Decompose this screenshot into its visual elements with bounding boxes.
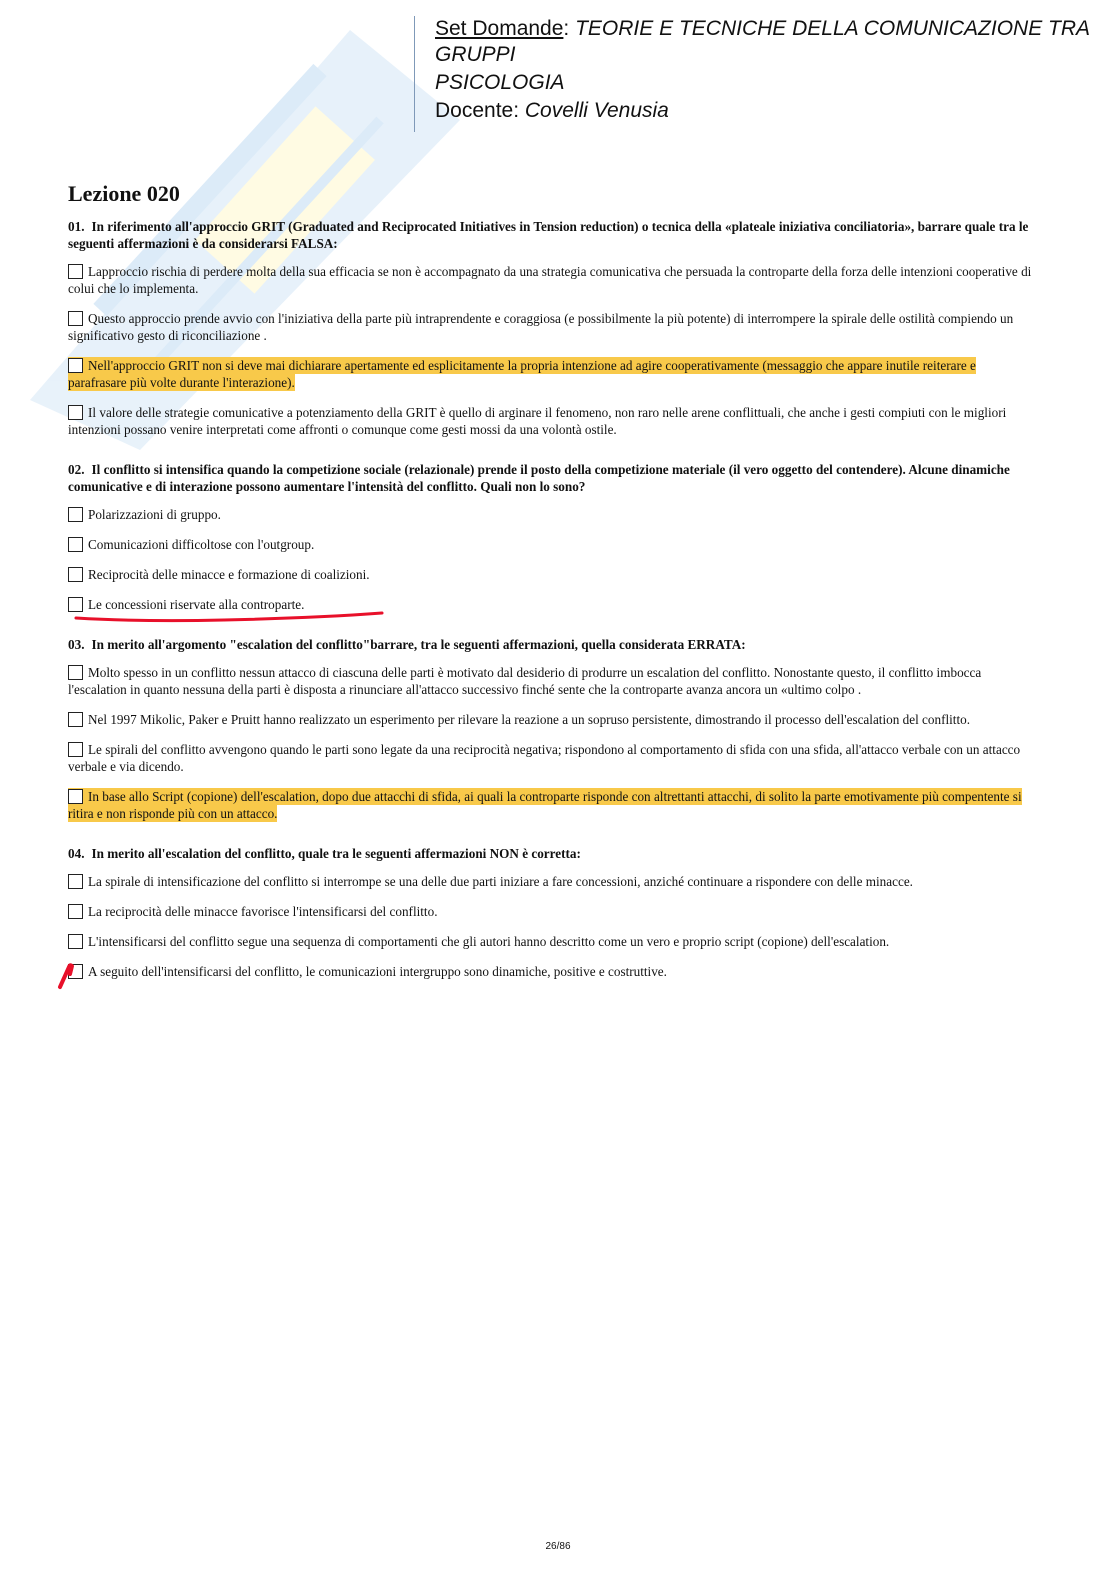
lesson-title: Lezione 020 (68, 181, 180, 206)
answer-checkbox[interactable] (68, 964, 83, 979)
answer-option (68, 788, 1036, 822)
answer-checkbox[interactable] (68, 742, 83, 757)
course-title: TEORIE E TECNICHE DELLA COMUNICAZIONE TRA GRUPPI (435, 17, 1090, 66)
answer-option (68, 741, 1036, 775)
answer-option (68, 566, 1036, 583)
question-number: 02. (68, 462, 85, 477)
answer-option (68, 357, 1036, 391)
answer-text: Nell'approccio GRIT non si deve mai dichiarare apertamente ed esplicitamente la propria intenzione ad agire cooperativamente (messaggio che appare inutile reiterare e parafrasare più volte durante l'interazione). (68, 358, 976, 390)
answer-option (68, 404, 1036, 438)
answer-option (68, 506, 1036, 523)
answer-checkbox[interactable] (68, 712, 83, 727)
question-text (68, 845, 1036, 862)
question-number: 01. (68, 219, 85, 234)
question-number: 03. (68, 637, 85, 652)
answer-option (68, 263, 1036, 297)
answer-text: Reciprocità delle minacce e formazione di coalizioni. (88, 567, 370, 582)
page-number: 26/86 (545, 1541, 571, 1552)
header-divider (414, 16, 415, 132)
answer-text: Le spirali del conflitto avvengono quando le parti sono legate da una reciprocità negativa; rispondono al comportamento di sfida con una sfida, all'attacco verbale con un attacco verbale e via dicendo. (68, 742, 1021, 774)
answer-text: Le concessioni riservate alla controparte. (88, 597, 305, 612)
answer-text: A seguito dell'intensificarsi del conflitto, le comunicazioni intergruppo sono dinamiche, positive e costruttive. (88, 964, 667, 979)
answer-option (68, 664, 1036, 698)
answer-checkbox[interactable] (68, 358, 83, 373)
question-number: 04. (68, 846, 85, 861)
answer-checkbox[interactable] (68, 567, 83, 582)
answer-checkbox[interactable] (68, 507, 83, 522)
teacher-label: Docente: (435, 99, 525, 122)
question-body: In merito all'escalation del conflitto, quale tra le seguenti affermazioni NON è corretta: (91, 846, 581, 861)
teacher-row (435, 98, 1105, 124)
course-title-row (435, 16, 1105, 68)
answer-text: Questo approccio prende avvio con l'iniziativa della parte più intraprendente e coraggiosa (e possibilmente la più potente) di interrompere la spirale delle ostilità compiendo un significativo gesto di riconciliazione . (68, 311, 1014, 343)
answer-checkbox[interactable] (68, 934, 83, 949)
pen-underline-mark (74, 608, 386, 624)
answer-option (68, 873, 1036, 890)
answer-checkbox[interactable] (68, 874, 83, 889)
question-text (68, 636, 1036, 653)
teacher-name: Covelli Venusia (524, 99, 669, 122)
question-body: In riferimento all'approccio GRIT (Graduated and Reciprocated Initiatives in Tension reduction) o tecnica della «plateale iniziativa conciliatoria», barrare quale tra le seguenti affermazioni è da considerarsi FALSA: (68, 219, 1029, 251)
answer-text: Molto spesso in un conflitto nessun attacco di ciascuna delle parti è motivato dal desiderio di produrre un escalation del conflitto. Nonostante questo, il conflitto imbocca l'escalation in quanto nessuna della parti è disposta a rinunciare all'attacco successivo finché sente che la controparte avanza ancora un «ultimo colpo . (68, 665, 982, 697)
answer-checkbox[interactable] (68, 665, 83, 680)
set-label: Set Domande (435, 17, 564, 40)
answer-checkbox[interactable] (68, 904, 83, 919)
answer-text: In base allo Script (copione) dell'escalation, dopo due attacchi di sfida, ai quali la controparte risponde con altrettanti attacchi, di solito la parte emotivamente più compentente si ritira e non risponde più con un attacco. (68, 789, 1022, 821)
answer-text: Comunicazioni difficoltose con l'outgroup. (88, 537, 315, 552)
question-text (68, 218, 1036, 252)
answer-option (68, 310, 1036, 344)
answer-checkbox[interactable] (68, 264, 83, 279)
question-2 (68, 461, 1036, 613)
answer-text: Polarizzazioni di gruppo. (88, 507, 221, 522)
answer-checkbox[interactable] (68, 311, 83, 326)
question-1 (68, 218, 1036, 438)
answer-text: Il valore delle strategie comunicative a potenziamento della GRIT è quello di arginare il fenomeno, non raro nelle arene conflittuali, che anche i gesti compiuti con le migliori intenzioni possano venire interpretati come affronti o comunque come gesti mossi da una volontà ostile. (68, 405, 1007, 437)
question-body: Il conflitto si intensifica quando la competizione sociale (relazionale) prende il posto della competizione materiale (il vero oggetto del contendere). Alcune dinamiche comunicative e di interazione possono aumentare l'intensità del conflitto. Quali non lo sono? (68, 462, 1010, 494)
answer-text: Lapproccio rischia di perdere molta della sua efficacia se non è accompagnato da una strategia comunicativa che persuada la controparte della forza delle intenzioni cooperative di colui che lo implementa. (68, 264, 1032, 296)
question-body: In merito all'argomento "escalation del conflitto"barrare, tra le seguenti affermazioni, quella considerata ERRATA: (91, 637, 746, 652)
answer-option (68, 963, 1036, 980)
answer-checkbox[interactable] (68, 789, 83, 804)
answer-text: La reciprocità delle minacce favorisce l'intensificarsi del conflitto. (88, 904, 438, 919)
answer-checkbox[interactable] (68, 537, 83, 552)
faculty: PSICOLOGIA (435, 71, 565, 94)
answer-option (68, 536, 1036, 553)
answer-option (68, 711, 1036, 728)
highlighted-answer (68, 788, 1022, 822)
question-3 (68, 636, 1036, 822)
set-separator: : (563, 17, 576, 40)
answer-option (68, 933, 1036, 950)
answer-text: L'intensificarsi del conflitto segue una sequenza di comportamenti che gli autori hanno descritto come un vero e proprio script (copione) dell'escalation. (88, 934, 890, 949)
highlighted-answer (68, 357, 976, 391)
document-header (435, 16, 1105, 126)
checkmark-icon (57, 961, 87, 989)
answer-text: Nel 1997 Mikolic, Paker e Pruitt hanno realizzato un esperimento per rilevare la reazione a un sopruso persistente, dimostrando il processo dell'escalation del conflitto. (88, 712, 971, 727)
answer-checkbox[interactable] (68, 405, 83, 420)
question-text (68, 461, 1036, 495)
question-4 (68, 845, 1036, 980)
answer-option (68, 903, 1036, 920)
answer-text: La spirale di intensificazione del conflitto si interrompe se una delle due parti iniziare a fare concessioni, anziché continuare a rispondere con delle minacce. (88, 874, 913, 889)
